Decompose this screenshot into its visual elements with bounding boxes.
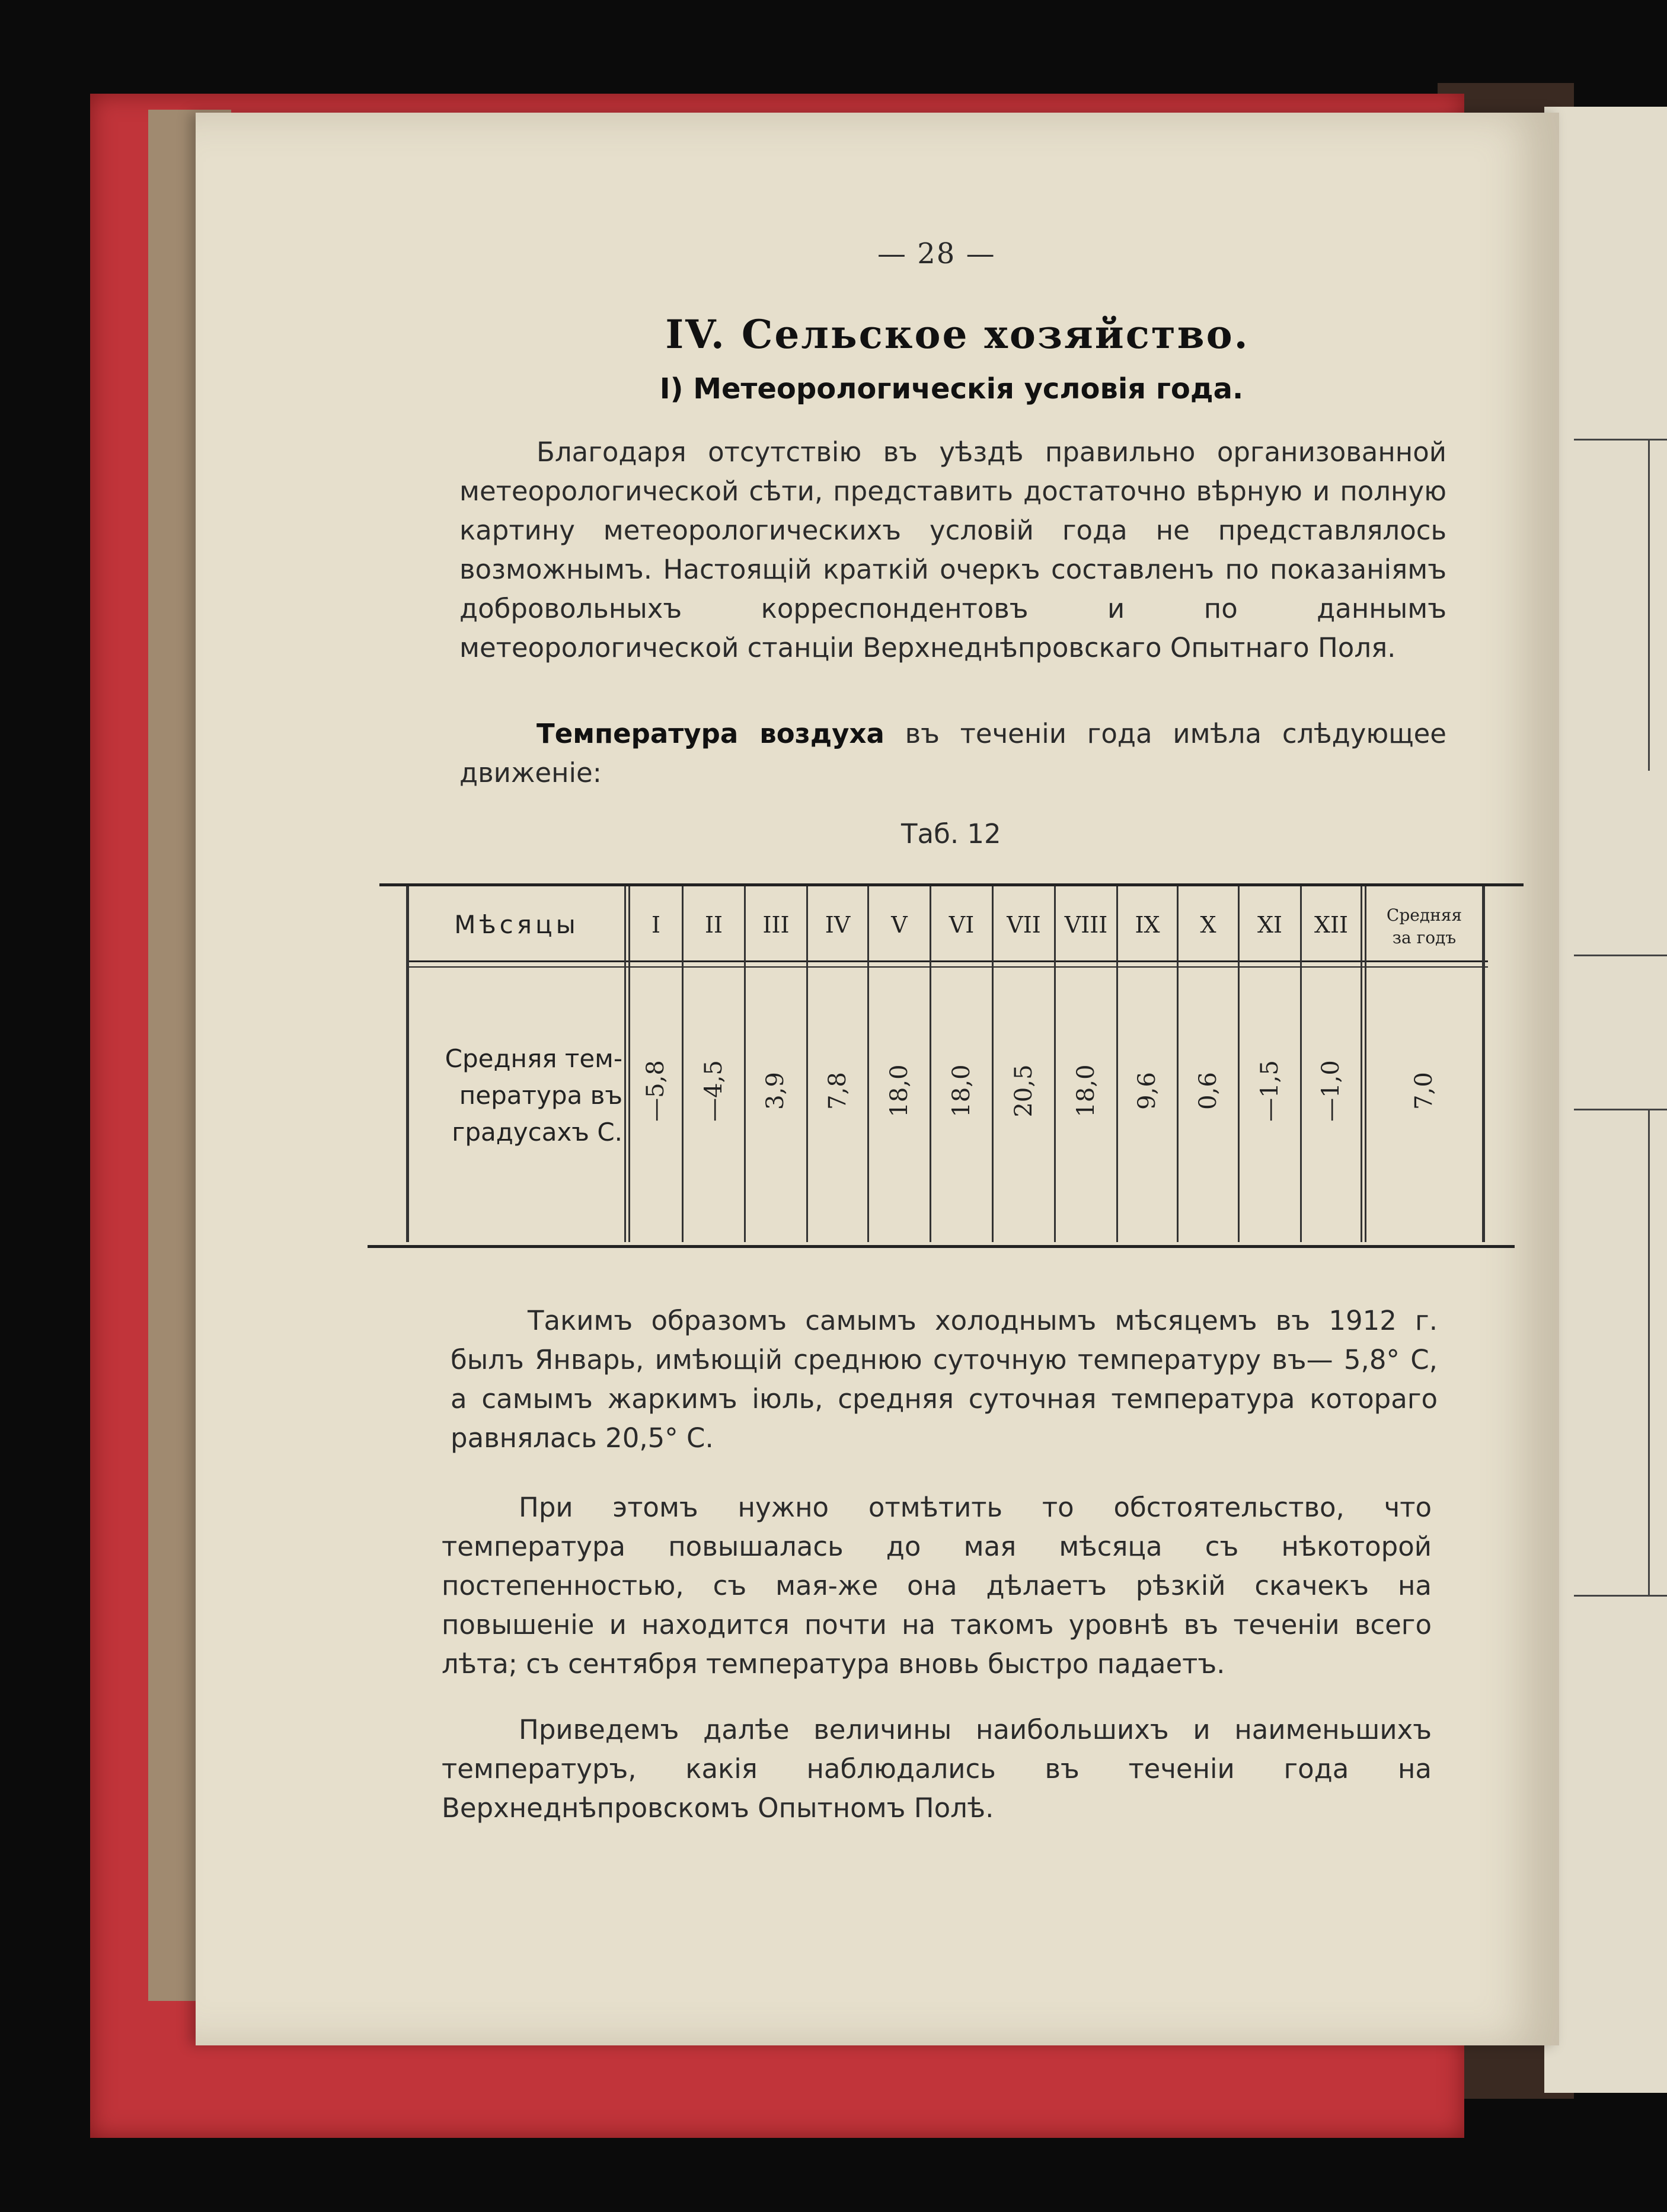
header-annual-line1: Средняя xyxy=(1386,905,1462,925)
value-month-10: 0,6 xyxy=(1195,1072,1222,1110)
value-month-11: —1,5 xyxy=(1256,1060,1283,1122)
header-month-4: IV xyxy=(825,912,851,938)
paragraph-observation: При этомъ нужно отмѣтить то обстоятельство, что температура повышалась до мая мѣсяца съ нѣкоторой постепенностью, съ мая-же она дѣлаетъ рѣзкій скачекъ на повышеніе и находится почти на такомъ уровнѣ въ теченіи всего лѣта; съ сентября температура вновь быстро падаетъ. xyxy=(442,1492,1432,1680)
paragraph-coldest-warmest: Такимъ образомъ самымъ холоднымъ мѣсяцемъ въ 1912 г. былъ Январь, имѣющій среднюю суточную температуру въ— 5,8° С, а самымъ жаркимъ іюль, средняя суточная температура котораго равнялась 20,5° С. xyxy=(451,1305,1438,1454)
header-month-7: VII xyxy=(1007,912,1041,938)
table-top-rule xyxy=(379,883,1524,886)
value-month-9: 9,6 xyxy=(1133,1072,1161,1110)
row-label xyxy=(415,1040,622,1151)
value-annual: 7,0 xyxy=(1410,1072,1438,1110)
value-month-2: —4,5 xyxy=(700,1060,727,1122)
paragraph-temperature-intro xyxy=(459,714,1446,793)
row-label-line2: пература въ xyxy=(459,1081,622,1110)
paragraph-intro: Благодаря отсутствію въ уѣздѣ правильно организованной метеорологической сѣти, представить достаточно вѣрную и полную картину метеорологическихъ условій года не представлялось возможнымъ. Настоящій краткій очеркъ составленъ по показаніямъ добровольныхъ корреспондентовъ и по даннымъ метеорологической станціи Верхнеднѣпровскаго Опытнаго Поля. xyxy=(459,436,1446,663)
table-header-rule-2 xyxy=(409,966,1488,968)
bold-term: Температура воздуха xyxy=(536,718,884,749)
table-header-rule xyxy=(409,960,1488,962)
value-month-6: 18,0 xyxy=(948,1064,975,1118)
value-month-1: —5,8 xyxy=(642,1060,669,1122)
row-label-line3: градусахъ С. xyxy=(452,1118,622,1147)
header-month-1: I xyxy=(651,912,660,938)
header-month-5: V xyxy=(891,912,908,938)
value-month-12: —1,0 xyxy=(1317,1060,1345,1122)
section-title: I) Метеорологическія условія года. xyxy=(659,372,1244,406)
value-month-4: 7,8 xyxy=(824,1072,851,1110)
header-annual xyxy=(1366,904,1482,952)
header-month-6: VI xyxy=(949,912,975,938)
header-annual-line2: за годъ xyxy=(1392,928,1457,947)
value-month-8: 18,0 xyxy=(1072,1064,1100,1118)
table-bottom-rule xyxy=(368,1245,1515,1248)
header-month-11: XI xyxy=(1257,912,1283,938)
page-number: — 28 — xyxy=(877,237,996,270)
value-month-3: 3,9 xyxy=(762,1072,789,1110)
header-month-9: IX xyxy=(1135,912,1160,938)
header-month-2: II xyxy=(704,912,723,938)
header-month-10: X xyxy=(1200,912,1216,938)
header-month-3: III xyxy=(762,912,790,938)
paragraph-next: Приведемъ далѣе величины наибольшихъ и наименьшихъ температуръ, какія наблюдались въ теченіи года на Верхнеднѣпровскомъ Опытномъ Полѣ. xyxy=(442,1714,1432,1824)
header-months-label: Мѣсяцы xyxy=(454,910,579,939)
chapter-title: IV. Сельское хозяйство. xyxy=(665,311,1250,358)
table-caption: Таб. 12 xyxy=(901,818,1001,850)
value-month-7: 20,5 xyxy=(1010,1064,1037,1118)
header-month-8: VIII xyxy=(1064,912,1108,938)
header-month-12: XII xyxy=(1314,912,1349,938)
paragraph-temperature-rest: въ теченіи года имѣла слѣдующее движеніе: xyxy=(459,718,1446,789)
row-label-line1: Средняя тем- xyxy=(445,1044,622,1073)
value-month-5: 18,0 xyxy=(886,1064,913,1118)
